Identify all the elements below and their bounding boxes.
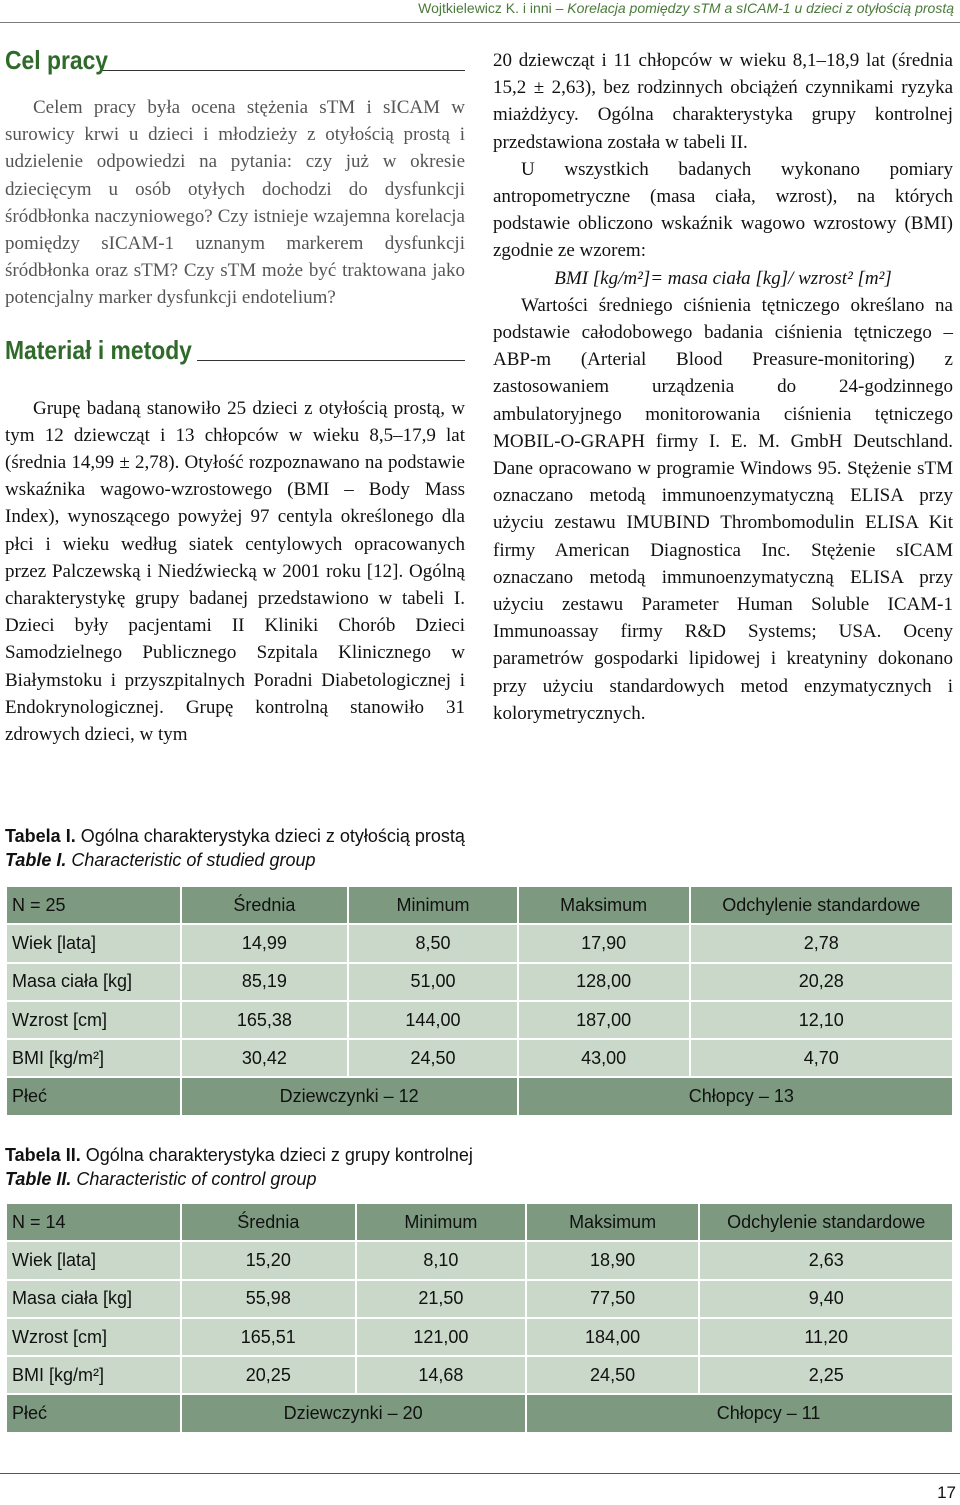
table-cell: 15,20 — [181, 1241, 357, 1279]
caption-number: Table I. — [5, 850, 67, 870]
table-cell: 51,00 — [348, 963, 518, 1001]
table1 — [5, 885, 954, 1117]
table-cell: 128,00 — [518, 963, 690, 1001]
table-cell: 20,28 — [690, 963, 954, 1001]
table-row — [6, 1318, 953, 1356]
header-cell: Maksimum — [518, 886, 690, 924]
table-cell: 11,20 — [699, 1318, 953, 1356]
header-authors: Wojtkielewicz K. i inni — [418, 0, 552, 16]
table-header-row — [6, 886, 953, 924]
table-cell: 165,51 — [181, 1318, 357, 1356]
table-cell: 2,25 — [699, 1356, 953, 1394]
table1-caption — [5, 824, 465, 872]
caption-number: Tabela I. — [5, 826, 76, 846]
table-cell-boys: Chłopcy – 11 — [526, 1394, 953, 1432]
aim-paragraph: Celem pracy była ocena stężenia sTM i sICAM w surowicy krwi u dzieci i młodzieży z otyłością prostą i udzielenie odpowiedzi na pytania: czy już w okresie dziecięcym u osób otyłych dochodzi do dysfunkcji śródbłonka naczyniowego? Czy istnieje wzajemna korelacja pomiędzy sICAM-1 uznanym markerem dysfunkcji śródbłonka oraz sTM? Czy sTM może być traktowana jako potencjalny marker dysfunkcji endotelium? — [5, 97, 465, 309]
methods-paragraph: Grupę badaną stanowiło 25 dzieci z otyłością prostą, w tym 12 dziewcząt i 13 chłopców w wieku 8,5–17,9 lat (średnia 14,99 ± 2,78). Otyłość rozpoznawano na podstawie wskaźnika wagowo-wzrostowego (BMI – Body Mass Index), wynoszącego powyżej 97 centyla określonego dla płci i wieku według siatek centylowych opracowanych przez Palczewską i Niedźwiecką w 2001 roku [12]. Ogólną charakterystykę grupy badanej przedstawiono w tabeli I. Dzieci były pacjentami II Kliniki Chorób Dzieci Samodzielnego Publicznego Szpitala Klinicznego w Białymstoku i przyszpitalnych Poradni Diabetologicznej i Endokrynologicznej. Grupę kontrolną stanowiło 31 zdrowych dzieci, w tym — [5, 397, 465, 746]
table-cell: 2,63 — [699, 1241, 953, 1279]
table-cell: 165,38 — [181, 1001, 349, 1039]
table-row — [6, 924, 953, 962]
bmi-formula: BMI [kg/m²]= masa ciała [kg]/ wzrost² [m²] — [554, 267, 892, 289]
table-cell: Wiek [lata] — [6, 924, 181, 962]
left-column — [5, 44, 465, 748]
table-cell: 4,70 — [690, 1039, 954, 1077]
table-cell: 14,99 — [181, 924, 349, 962]
table-row — [6, 1356, 953, 1394]
table-cell-girls: Dziewczynki – 20 — [181, 1394, 526, 1432]
caption-number: Tabela II. — [5, 1145, 81, 1165]
table-cell: 21,50 — [356, 1280, 526, 1318]
table-row — [6, 1039, 953, 1077]
table-cell: 18,90 — [526, 1241, 700, 1279]
table-header-row — [6, 1203, 953, 1241]
anthropometry-paragraph: U wszystkich badanych wykonano pomiary antropometryczne (masa ciała, wzrost), na których podstawie obliczono wskaźnik wagowo wzrostowy (BMI) zgodnie ze wzorem: — [493, 158, 953, 262]
table-cell: 121,00 — [356, 1318, 526, 1356]
table-cell-boys: Chłopcy – 13 — [518, 1077, 953, 1115]
table-cell: 24,50 — [526, 1356, 700, 1394]
table-cell: 9,40 — [699, 1280, 953, 1318]
table-cell: Płeć — [6, 1394, 181, 1432]
table2 — [5, 1202, 954, 1434]
heading-rule — [197, 360, 465, 361]
table-cell: 2,78 — [690, 924, 954, 962]
table-cell: 187,00 — [518, 1001, 690, 1039]
header-cell: N = 25 — [6, 886, 181, 924]
methods-detail-paragraph: Wartości średniego ciśnienia tętniczego określano na podstawie całodobowego badania ciśnienia tętniczego – ABP-m (Arterial Blood Preasure-monitoring) z zastosowaniem urządzenia do 24-godzinnego ambulatoryjnego monitorowania ciśnienia tętniczego MOBIL-O-GRAPH firmy I. E. M. GmbH Deutschland. Dane opracowano w programie Windows 95. Stężenie sTM oznaczano metodą immunoenzymatyczną ELISA przy użyciu zestawu IMUBIND Thrombomodulin ELISA Kit firmy American Diagnostica Inc. Stężenie sICAM oznaczano metodą immunoenzymatyczną ELISA przy użyciu zestawu Parameter Human Soluble ICAM-1 Immunoassay firmy R&D Systems; USA. Oceny parametrów gospodarki lipidowej i kreatyniny dokonano przy użyciu standardowych metod enzymatycznych i kolorymetrycznych. — [493, 294, 953, 724]
table2-caption — [5, 1143, 473, 1191]
caption-text: Ogólna charakterystyka dzieci z grupy kontrolnej — [80, 1145, 473, 1165]
table-cell: 144,00 — [348, 1001, 518, 1039]
header-cell: Odchylenie standardowe — [690, 886, 954, 924]
table-cell: BMI [kg/m²] — [6, 1039, 181, 1077]
header-rule — [0, 22, 960, 23]
table-cell: 55,98 — [181, 1280, 357, 1318]
section-heading-aim — [5, 44, 465, 76]
caption-text: Characteristic of studied group — [66, 850, 316, 870]
caption-number: Table II. — [5, 1169, 72, 1189]
table-cell: Wzrost [cm] — [6, 1318, 181, 1356]
table-cell: Masa ciała [kg] — [6, 1280, 181, 1318]
table-cell: 24,50 — [348, 1039, 518, 1077]
table-row — [6, 1001, 953, 1039]
header-cell: N = 14 — [6, 1203, 181, 1241]
table-sex-row — [6, 1394, 953, 1432]
table-cell: 14,68 — [356, 1356, 526, 1394]
header-cell: Średnia — [181, 1203, 357, 1241]
table-cell: Płeć — [6, 1077, 181, 1115]
table-cell: 85,19 — [181, 963, 349, 1001]
table-cell: 8,50 — [348, 924, 518, 962]
table-cell: 77,50 — [526, 1280, 700, 1318]
table-cell: Wzrost [cm] — [6, 1001, 181, 1039]
right-column — [493, 47, 953, 727]
table-row — [6, 963, 953, 1001]
header-cell: Minimum — [348, 886, 518, 924]
table-row — [6, 1241, 953, 1279]
section-title: Materiał i metody — [5, 334, 192, 365]
table-cell: 30,42 — [181, 1039, 349, 1077]
header-separator: – — [551, 0, 568, 16]
section-heading-methods — [5, 334, 465, 366]
control-group-paragraph: 20 dziewcząt i 11 chłopców w wieku 8,1–18,9 lat (średnia 15,2 ± 2,63), bez rodzinnych obciążeń czynnikami ryzyka miażdżycy. Ogólna charakterystyka grupy kontrolnej przedstawiona została w tabeli II. — [493, 50, 953, 153]
caption-text: Ogólna charakterystyka dzieci z otyłością prostą — [75, 826, 465, 846]
table-row — [6, 1280, 953, 1318]
page-number: 17 — [937, 1483, 956, 1502]
header-title: Korelacja pomiędzy sTM a sICAM-1 u dzieci z otyłością prostą — [567, 0, 954, 16]
section-title: Cel pracy — [5, 45, 109, 75]
table-cell: BMI [kg/m²] — [6, 1356, 181, 1394]
header-cell: Minimum — [356, 1203, 526, 1241]
heading-rule — [102, 70, 465, 71]
table-cell: 17,90 — [518, 924, 690, 962]
table-cell: 20,25 — [181, 1356, 357, 1394]
header-cell: Średnia — [181, 886, 349, 924]
table-cell: 184,00 — [526, 1318, 700, 1356]
table-cell: 12,10 — [690, 1001, 954, 1039]
table-cell: 8,10 — [356, 1241, 526, 1279]
header-cell: Odchylenie standardowe — [699, 1203, 953, 1241]
table-cell: 43,00 — [518, 1039, 690, 1077]
footer-rule — [0, 1473, 960, 1474]
header-cell: Maksimum — [526, 1203, 700, 1241]
caption-text: Characteristic of control group — [71, 1169, 317, 1189]
running-header — [418, 0, 954, 20]
table-cell: Wiek [lata] — [6, 1241, 181, 1279]
table-cell-girls: Dziewczynki – 12 — [181, 1077, 518, 1115]
table-cell: Masa ciała [kg] — [6, 963, 181, 1001]
table-sex-row — [6, 1077, 953, 1115]
